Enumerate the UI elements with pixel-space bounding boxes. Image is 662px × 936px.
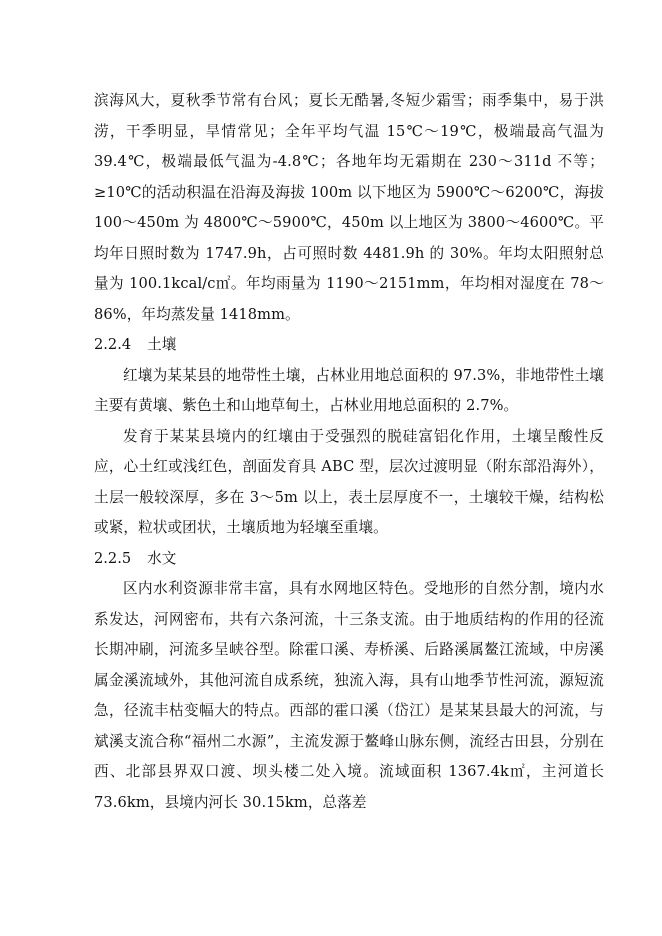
section-heading-hydrology: [94, 544, 604, 575]
hydrology-paragraph-1: 区内水利资源非常丰富，具有水网地区特色。受地形的自然分割，境内水系发达，河网密布，共有六条河流，十三条支流。由于地质结构的作用的径流长期冲刷，河流多呈峡谷型。除霍口溪、寿桥溪、后路溪属鳌江流域，中房溪属金溪流域外，其他河流自成系统，独流入海，具有山地季节性河流，源短流急，径流丰枯变幅大的特点。西部的霍口溪（岱江）是某某县最大的河流，与斌溪支流合称“福州二水源”，主流发源于鳌峰山脉东侧，流经古田县，分别在西、北部县界双口渡、坝头楼二处入境。流域面积 1367.4k㎡，主河道长 73.6km，县境内河长 30.15km，总落差: [94, 580, 604, 811]
document-page: [94, 86, 604, 818]
section-heading-soil: [94, 330, 604, 361]
section-title: 水文: [147, 549, 177, 567]
climate-paragraph: 滨海风大，夏秋季节常有台风；夏长无酷暑,冬短少霜雪；雨季集中，易于洪涝，干季明显，旱情常见；全年平均气温 15℃～19℃，极端最高气温为 39.4℃，极端最低气温为-4.8℃；各地年均无霜期在 230～311d 不等；≥10℃的活动积温在沿海及海拔 100m 以下地区为 5900℃～6200℃，海拔 100～450m 为 4800℃～5900℃，450m 以上地区为 3800～4600℃。平均年日照时数为 1747.9h，占可照时数 4481.9h 的 30%。年均太阳照射总量为 100.1kcal/c㎡。年均雨量为 1190～2151mm，年均相对湿度在 78～86%，年均蒸发量 1418mm。: [94, 92, 604, 323]
section-number: 2.2.5: [94, 549, 132, 567]
section-title: 土壤: [147, 336, 177, 353]
section-number: 2.2.4: [94, 336, 132, 353]
soil-paragraph-2: 发育于某某县境内的红壤由于受强烈的脱硅富铝化作用，土壤呈酸性反应，心土红或浅红色，剖面发育具 ABC 型，层次过渡明显（附东部沿海外），土层一般较深厚，多在 3～5m 以上，表土层厚度不一，土壤较干燥，结构松或紧，粒状或团状，土壤质地为轻壤至重壤。: [94, 427, 604, 536]
soil-paragraph-1: 红壤为某某县的地带性土壤，占林业用地总面积的 97.3%，非地带性土壤主要有黄壤、紫色土和山地草甸土，占林业用地总面积的 2.7%。: [94, 366, 604, 414]
